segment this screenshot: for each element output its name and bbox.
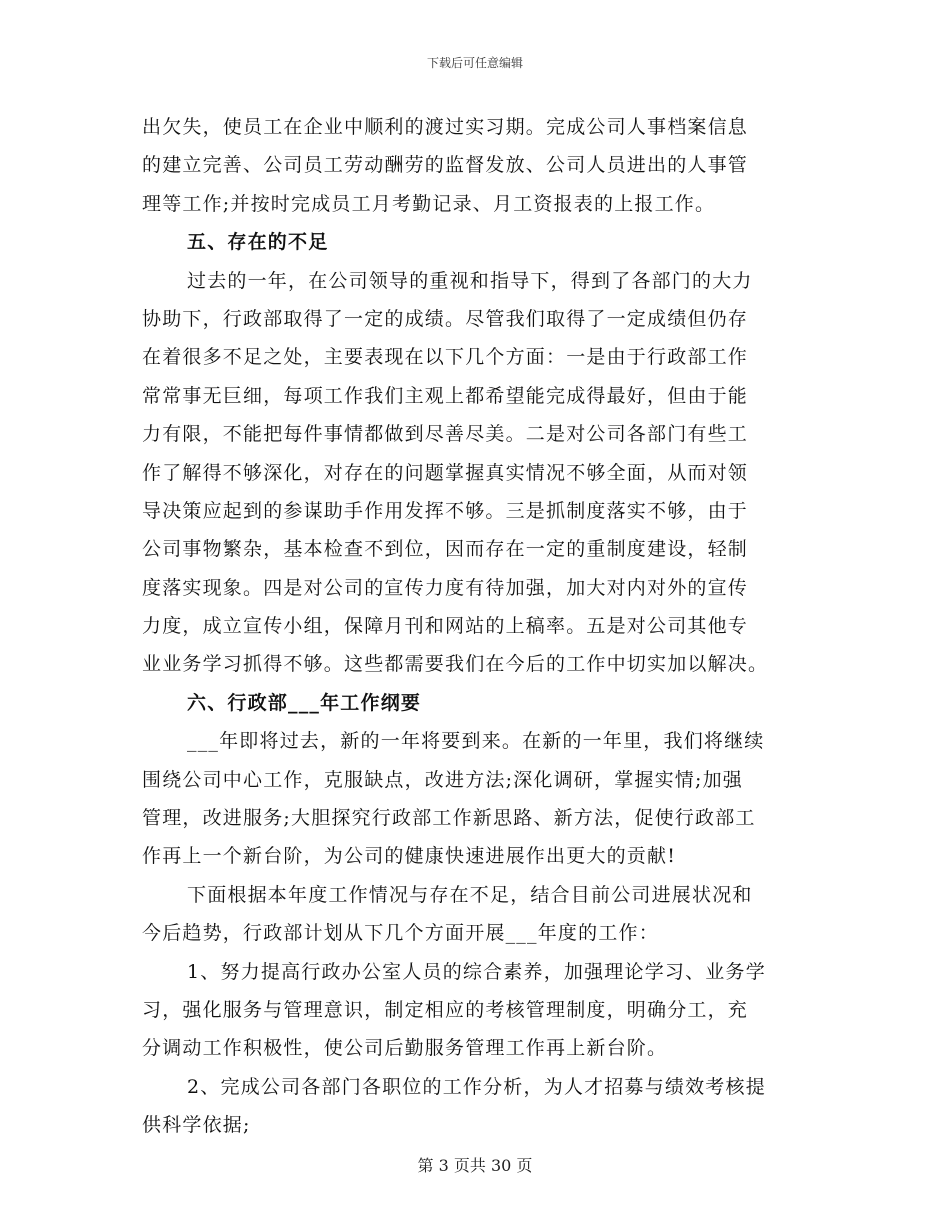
text-line: 公司事物繁杂，基本检查不到位，因而存在一定的重制度建设，轻制 [142,538,749,561]
section-heading: 六、行政部___年工作纲要 [187,691,422,714]
text-line: 下面根据本年度工作情况与存在不足，结合目前公司进展状况和 [187,883,753,906]
text-line: 习，强化服务与管理意识，制定相应的考核管理制度，明确分工，充 [142,998,749,1021]
text-line: 力有限，不能把每件事情都做到尽善尽美。二是对公司各部门有些工 [142,423,749,446]
text-line: 业业务学习抓得不够。这些都需要我们在今后的工作中切实加以解决。 [142,653,769,676]
page-header-note: 下载后可任意编辑 [426,56,523,70]
text-line: 管理，改进服务;大胆探究行政部工作新思路、新方法，促使行政部工 [142,807,756,830]
text-line: 今后趋势，行政部计划从下几个方面开展___年度的工作： [142,922,659,945]
text-line: 在着很多不足之处，主要表现在以下几个方面：一是由于行政部工作 [142,346,749,369]
text-line: 作了解得不够深化，对存在的问题掌握真实情况不够全面，从而对领 [142,461,749,484]
text-line: 的建立完善、公司员工劳动酬劳的监督发放、公司人员进出的人事管 [142,154,749,177]
text-line: 供科学依据; [142,1114,251,1137]
text-line: 力度，成立宣传小组，保障月刊和网站的上稿率。五是对公司其他专 [142,615,749,638]
text-line: 2、完成公司各部门各职位的工作分析，为人才招募与绩效考核提 [187,1075,766,1098]
section-heading: 五、存在的不足 [187,231,329,254]
document-body [142,108,810,1145]
text-line: 1、努力提高行政办公室人员的综合素养，加强理论学习、业务学 [187,960,766,983]
text-line: 出欠失，使员工在企业中顺利的渡过实习期。完成公司人事档案信息 [142,116,749,138]
text-line: 导决策应起到的参谋助手作用发挥不够。三是抓制度落实不够，由于 [142,499,749,522]
page-number: 第 3 页共 30 页 [417,1156,533,1175]
text-line: 围绕公司中心工作，克服缺点，改进方法;深化调研，掌握实情;加强 [142,768,744,791]
text-line: 度落实现象。四是对公司的宣传力度有待加强，加大对内对外的宣传 [142,576,749,599]
text-line: 作再上一个新台阶，为公司的健康快速进展作出更大的贡献! [142,845,677,868]
text-line: 分调动工作积极性，使公司后勤服务管理工作再上新台阶。 [142,1037,668,1060]
text-line: 协助下，行政部取得了一定的成绩。尽管我们取得了一定成绩但仍存 [142,307,749,330]
text-line: 常常事无巨细，每项工作我们主观上都希望能完成得最好，但由于能 [142,384,749,407]
text-line: ___年即将过去，新的一年将要到来。在新的一年里，我们将继续 [187,730,765,753]
text-line: 理等工作;并按时完成员工月考勤记录、月工资报表的上报工作。 [142,192,716,215]
text-line: 过去的一年，在公司领导的重视和指导下，得到了各部门的大力 [187,269,753,292]
